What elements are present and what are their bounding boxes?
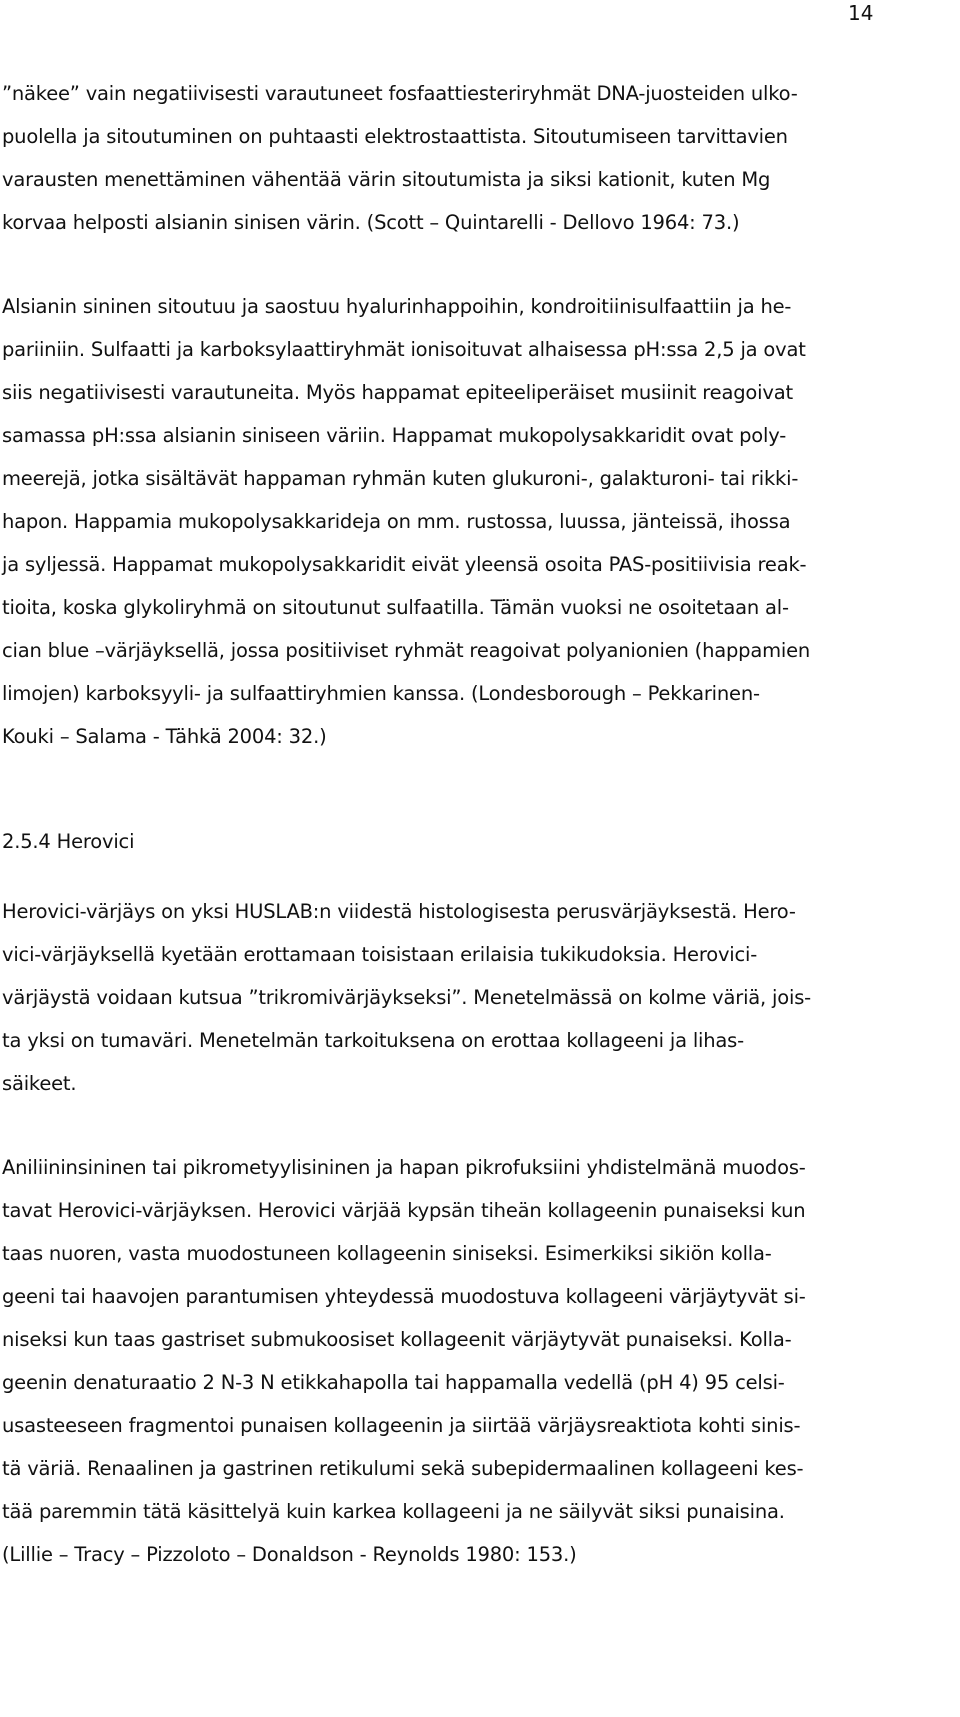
text-line: pariiniin. Sulfaatti ja karboksylaattiryhmät ionisoituvat alhaisessa pH:ssa 2,5 ja ovat [2,338,806,361]
text-line: ”näkee” vain negatiivisesti varautuneet fosfaattiesteriryhmät DNA-juosteiden ulko- [2,82,798,105]
text-line: limojen) karboksyyli- ja sulfaattiryhmien kanssa. (Londesborough – Pekkarinen- [2,682,760,705]
page-number: 14 [848,1,874,25]
text-line: niseksi kun taas gastriset submukoosiset kollageenit värjäytyvät punaiseksi. Kolla- [2,1328,792,1351]
text-line: säikeet. [2,1072,77,1095]
text-line: siis negatiivisesti varautuneita. Myös happamat epiteeliperäiset musiinit reagoivat [2,381,793,404]
text-line: tioita, koska glykoliryhmä on sitoutunut sulfaatilla. Tämän vuoksi ne osoitetaan al- [2,596,789,619]
text-line: geeni tai haavojen parantumisen yhteydessä muodostuva kollageeni värjäytyvät si- [2,1285,806,1308]
text-line: ja syljessä. Happamat mukopolysakkaridit eivät yleensä osoita PAS-positiivisia reak- [2,553,807,576]
text-line: vici-värjäyksellä kyetään erottamaan toisistaan erilaisia tukikudoksia. Herovici- [2,943,758,966]
text-line: Herovici-värjäys on yksi HUSLAB:n viidestä histologisesta perusvärjäyksestä. Hero- [2,900,796,923]
text-line: Aniliininsininen tai pikrometyylisininen ja hapan pikrofuksiini yhdistelmänä muodos- [2,1156,806,1179]
text-line: taas nuoren, vasta muodostuneen kollageenin siniseksi. Esimerkiksi sikiön kolla- [2,1242,772,1265]
text-line: tavat Herovici-värjäyksen. Herovici värjää kypsän tiheän kollageenin punaiseksi kun [2,1199,806,1222]
text-line: meerejä, jotka sisältävät happaman ryhmän kuten glukuroni-, galakturoni- tai rikki- [2,467,799,490]
text-line: värjäystä voidaan kutsua ”trikromivärjäykseksi”. Menetelmässä on kolme väriä, jois- [2,986,811,1009]
text-line: usasteeseen fragmentoi punaisen kollageenin ja siirtää värjäysreaktiota kohti sinis- [2,1414,801,1437]
text-line: korvaa helposti alsianin sinisen värin. (Scott – Quintarelli - Dellovo 1964: 73.) [2,211,740,234]
text-line: hapon. Happamia mukopolysakkarideja on mm. rustossa, luussa, jänteissä, ihossa [2,510,791,533]
text-line: geenin denaturaatio 2 N-3 N etikkahapolla tai happamalla vedellä (pH 4) 95 celsi- [2,1371,785,1394]
text-line: ta yksi on tumaväri. Menetelmän tarkoituksena on erottaa kollageeni ja lihas- [2,1029,744,1052]
text-line: Alsianin sininen sitoutuu ja saostuu hyalurinhappoihin, kondroitiinisulfaattiin ja he- [2,295,792,318]
text-line: tä väriä. Renaalinen ja gastrinen retikulumi sekä subepidermaalinen kollageeni kes- [2,1457,804,1480]
text-line: Kouki – Salama - Tähkä 2004: 32.) [2,725,327,748]
section-heading: 2.5.4 Herovici [2,830,135,853]
text-line: samassa pH:ssa alsianin siniseen väriin. Happamat mukopolysakkaridit ovat poly- [2,424,787,447]
text-line: (Lillie – Tracy – Pizzoloto – Donaldson - Reynolds 1980: 153.) [2,1543,577,1566]
text-line: tää paremmin tätä käsittelyä kuin karkea kollageeni ja ne säilyvät siksi punaisina. [2,1500,785,1523]
text-line: puolella ja sitoutuminen on puhtaasti elektrostaattista. Sitoutumiseen tarvittavien [2,125,788,148]
text-line: varausten menettäminen vähentää värin sitoutumista ja siksi kationit, kuten Mg [2,168,771,191]
text-line: cian blue –värjäyksellä, jossa positiiviset ryhmät reagoivat polyanionien (happamien [2,639,811,662]
